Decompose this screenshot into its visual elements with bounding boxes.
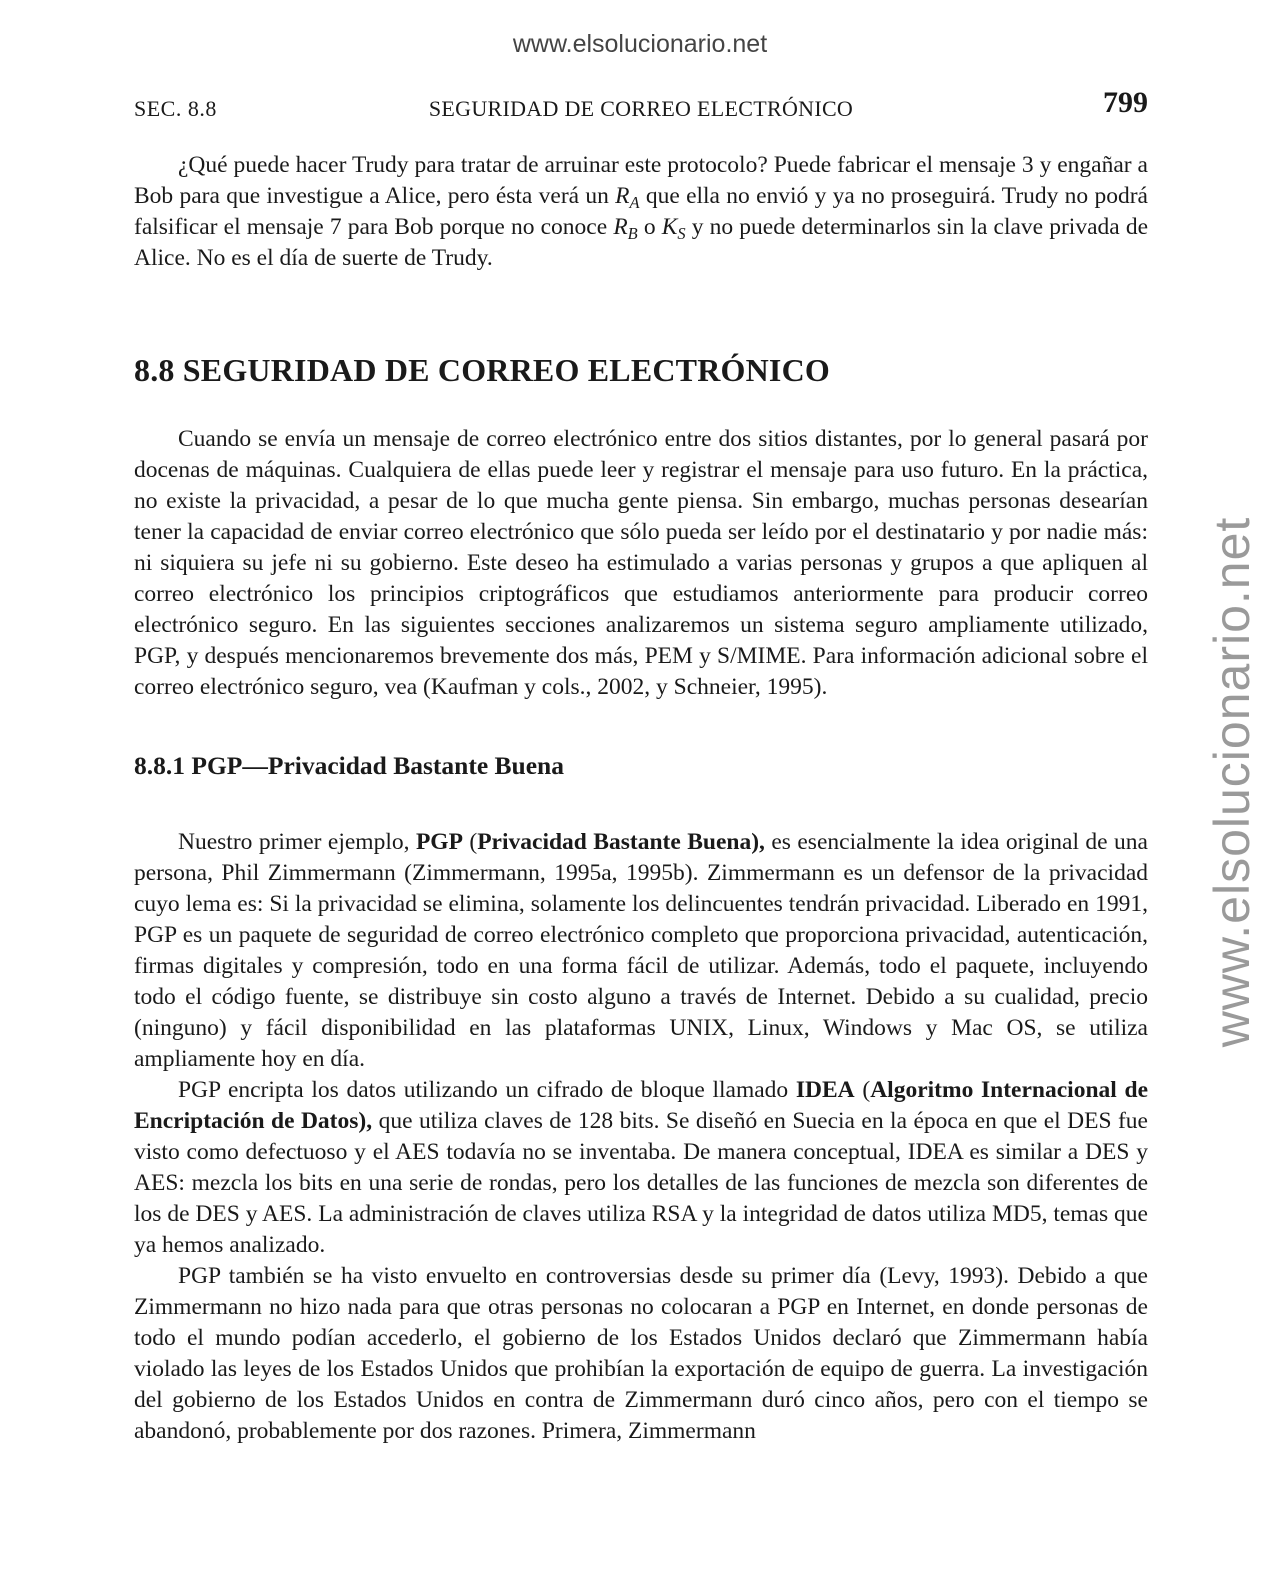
var-k-s: $K_S$ [661, 214, 686, 243]
page-body [134, 150, 1148, 1447]
subsection-heading: 8.8.1 PGP—Privacidad Bastante Buena [134, 751, 564, 780]
running-head-section: SEC. 8.8 [134, 96, 217, 121]
page-number: 799 [1103, 86, 1148, 119]
var-r-a: $R_A$ [615, 183, 640, 212]
intro-paragraph: ¿Qué puede hacer Trudy para tratar de arruinar este protocolo? Puede fabricar el mensaje 3 y engañar a Bob para que investigue a Alice, pero ésta verá un $R_A$ que ella no envió y ya no proseguirá. Trudy no podrá falsificar el mensaje 7 para Bob porque no conoce $R_B$ o $K_S$ y no puede determinarlos sin la clave privada de Alice. No es el día de suerte de Trudy. [134, 152, 1148, 271]
term-pgp-expansion: Privacidad Bastante Buena), [477, 829, 765, 855]
var-r-b: $R_B$ [613, 214, 638, 243]
term-idea: IDEA [795, 1077, 855, 1103]
pgp-paragraph-2: PGP encripta los datos utilizando un cifrado de bloque llamado IDEA (Algoritmo Internacional de Encriptación de Datos), que utiliza claves de 128 bits. Se diseñó en Suecia en la época en que el DES fue visto como defectuoso y el AES todavía no se inventaba. De manera conceptual, IDEA es similar a DES y AES: mezcla los bits en una serie de rondas, pero los detalles de las funciones de mezcla son diferentes de los de DES y AES. La administración de claves utiliza RSA y la integridad de datos utiliza MD5, temas que ya hemos analizado. [134, 1077, 1149, 1258]
term-pgp: PGP [415, 829, 463, 855]
section-heading: 8.8 SEGURIDAD DE CORREO ELECTRÓNICO [134, 352, 830, 388]
running-head-title: SEGURIDAD DE CORREO ELECTRÓNICO [428, 96, 854, 121]
pgp-paragraph-3: PGP también se ha visto envuelto en controversias desde su primer día (Levy, 1993). Debido a que Zimmermann no hizo nada para que otras personas no colocaran a PGP en Internet, en donde personas de todo el mundo podían accederlo, el gobierno de los Estados Unidos declaró que Zimmermann había violado las leyes de los Estados Unidos que prohibían la exportación de equipo de guerra. La investigación del gobierno de los Estados Unidos en contra de Zimmermann duró cinco años, pero con el tiempo se abandonó, probablemente por dos razones. Primera, Zimmermann [134, 1263, 1148, 1444]
watermark-top: www.elsolucionario.net [512, 30, 768, 58]
watermark-side: www.elsolucionario.net [1204, 516, 1260, 1048]
section-paragraph: Cuando se envía un mensaje de correo electrónico entre dos sitios distantes, por lo general pasará por docenas de máquinas. Cualquiera de ellas puede leer y registrar el mensaje para uso futuro. En la práctica, no existe la privacidad, a pesar de lo que mucha gente piensa. Sin embargo, muchas personas desearían tener la capacidad de enviar correo electrónico que sólo pueda ser leído por el destinatario y por nadie más: ni siquiera su jefe ni su gobierno. Este deseo ha estimulado a varias personas y grupos a que apliquen al correo electrónico los principios criptográficos que estudiamos anteriormente para producir correo electrónico seguro. En las siguientes secciones analizaremos un sistema seguro ampliamente utilizado, PGP, y después mencionaremos brevemente dos más, PEM y S/MIME. Para información adicional sobre el correo electrónico seguro, vea (Kaufman y cols., 2002, y Schneier, 1995). [134, 426, 1148, 700]
running-head [134, 86, 1148, 124]
pgp-paragraph-1: Nuestro primer ejemplo, PGP (Privacidad Bastante Buena), es esencialmente la idea original de una persona, Phil Zimmermann (Zimmermann, 1995a, 1995b). Zimmermann es un defensor de la privacidad cuyo lema es: Si la privacidad se elimina, solamente los delincuentes tendrán privacidad. Liberado en 1991, PGP es un paquete de seguridad de correo electrónico completo que proporciona privacidad, autenticación, firmas digitales y compresión, todo en una forma fácil de utilizar. Además, todo el paquete, incluyendo todo el código fuente, se distribuye sin costo alguno a través de Internet. Debido a su cualidad, precio (ninguno) y fácil disponibilidad en las plataformas UNIX, Linux, Windows y Mac OS, se utiliza ampliamente hoy en día. [134, 829, 1148, 1072]
term-idea-expansion: Algoritmo Internacional de Encriptación de Datos), [134, 1077, 1149, 1134]
